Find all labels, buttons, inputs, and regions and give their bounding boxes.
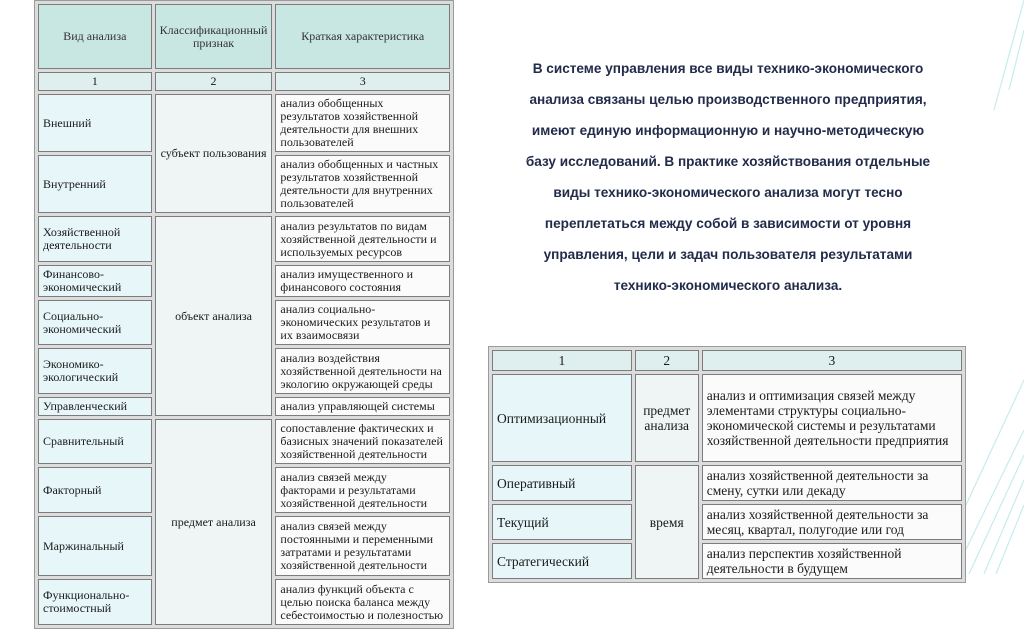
analysis-type: Стратегический — [492, 543, 632, 579]
description: анализ хозяйственной деятельности за смену, сутки или декаду — [702, 465, 962, 501]
classification-cell: предмет анализа — [155, 419, 273, 625]
analysis-type: Оперативный — [492, 465, 632, 501]
analysis-type: Финансово-экономический — [38, 265, 152, 297]
description: анализ социально-экономических результатов и их взаимосвязи — [275, 300, 450, 345]
table-row — [38, 419, 450, 464]
classification-cell: субъект пользования — [155, 94, 273, 213]
analysis-type: Внутренний — [38, 155, 152, 213]
description: анализ связей между факторами и результатами хозяйственной деятельности — [275, 467, 450, 513]
header-description: Краткая характеристика — [275, 4, 450, 69]
analysis-type: Факторный — [38, 467, 152, 513]
table-row — [492, 504, 962, 540]
column-number: 2 — [635, 350, 699, 371]
header-analysis-type: Вид анализа — [38, 4, 152, 69]
column-number: 1 — [492, 350, 632, 371]
paragraph-line: анализа связаны целью производственного предприятия, — [529, 92, 927, 107]
table-row — [38, 94, 450, 152]
analysis-types-table — [34, 0, 454, 629]
paragraph-line: имеют единую информационную и научно-методическую — [531, 123, 925, 138]
description: анализ перспектив хозяйственной деятельности в будущем — [702, 543, 962, 579]
analysis-type: Текущий — [492, 504, 632, 540]
paragraph-line: виды технико-экономического анализа могут тесно — [553, 185, 903, 200]
table-row — [492, 465, 962, 501]
analysis-types-table-continued — [488, 346, 966, 583]
analysis-type: Социально-экономический — [38, 300, 152, 345]
classification-cell: объект анализа — [155, 216, 273, 416]
column-number: 3 — [275, 72, 450, 91]
column-number: 2 — [155, 72, 273, 91]
description: анализ управляющей системы — [275, 397, 450, 416]
description: анализ и оптимизация связей между элементами структуры социально-экономической системы и результатами хозяйственной деятельности предприятия — [702, 374, 962, 462]
table-row — [492, 374, 962, 462]
analysis-type: Функционально-стоимостный — [38, 579, 152, 625]
table-row — [38, 216, 450, 262]
analysis-type: Хозяйственной деятельности — [38, 216, 152, 262]
paragraph-line: технико-экономического анализа. — [613, 278, 843, 293]
classification-cell: время — [635, 465, 699, 579]
column-number: 3 — [702, 350, 962, 371]
analysis-type: Управленческий — [38, 397, 152, 416]
classification-cell: предмет анализа — [635, 374, 699, 462]
paragraph-line: управления, цели и задач пользователя результатами — [543, 247, 913, 262]
paragraph-line: переплетаться между собой в зависимости от уровня — [544, 216, 912, 231]
description: анализ хозяйственной деятельности за месяц, квартал, полугодие или год — [702, 504, 962, 540]
description: анализ функций объекта с целью поиска баланса между себестоимостью и полезностью — [275, 579, 450, 625]
analysis-type: Сравнительный — [38, 419, 152, 464]
analysis-type: Экономико-экологический — [38, 348, 152, 394]
description: анализ воздействия хозяйственной деятельности на экологию окружающей среды — [275, 348, 450, 394]
description: анализ связей между постоянными и переменными затратами и результатами хозяйственной деятельности — [275, 516, 450, 576]
header-classification: Классификационный признак — [155, 4, 273, 69]
analysis-type: Маржинальный — [38, 516, 152, 576]
analysis-type: Оптимизационный — [492, 374, 632, 462]
description: сопоставление фактических и базисных значений показателей хозяйственной деятельности — [275, 419, 450, 464]
description: анализ результатов по видам хозяйственной деятельности и используемых ресурсов — [275, 216, 450, 262]
column-number: 1 — [38, 72, 152, 91]
paragraph-line: базу исследований. В практике хозяйствования отдельные — [525, 154, 931, 169]
summary-paragraph — [489, 53, 967, 301]
description: анализ обобщенных результатов хозяйственной деятельности для внешних пользователей — [275, 94, 450, 152]
paragraph-line: В системе управления все виды технико-экономического — [532, 61, 924, 76]
description: анализ имущественного и финансового состояния — [275, 265, 450, 297]
analysis-type: Внешний — [38, 94, 152, 152]
description: анализ обобщенных и частных результатов хозяйственной деятельности для внутренних пользователей — [275, 155, 450, 213]
